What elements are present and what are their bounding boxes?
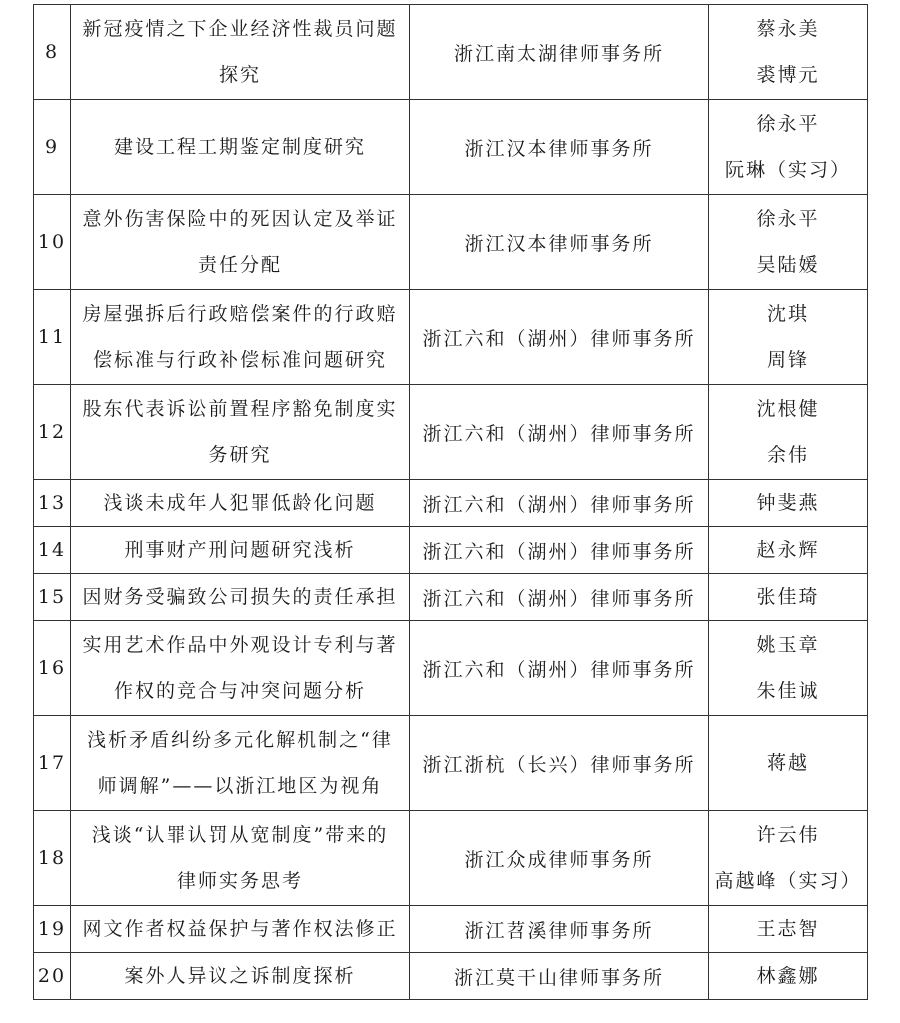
row-number: 10 <box>34 195 71 290</box>
table-row <box>34 480 868 527</box>
authors: 姚玉章 朱佳诚 <box>709 621 868 716</box>
law-firm: 浙江苕溪律师事务所 <box>410 906 709 953</box>
authors: 许云伟 高越峰（实习） <box>709 811 868 906</box>
awards-table <box>33 4 868 1000</box>
law-firm: 浙江六和（湖州）律师事务所 <box>410 621 709 716</box>
authors: 林鑫娜 <box>709 953 868 1000</box>
paper-title: 建设工程工期鉴定制度研究 <box>71 100 410 195</box>
table-row <box>34 385 868 480</box>
row-number: 19 <box>34 906 71 953</box>
table-row <box>34 716 868 811</box>
row-number: 11 <box>34 290 71 385</box>
row-number: 16 <box>34 621 71 716</box>
paper-title: 股东代表诉讼前置程序豁免制度实 务研究 <box>71 385 410 480</box>
law-firm: 浙江六和（湖州）律师事务所 <box>410 385 709 480</box>
law-firm: 浙江众成律师事务所 <box>410 811 709 906</box>
authors: 蒋越 <box>709 716 868 811</box>
law-firm: 浙江六和（湖州）律师事务所 <box>410 480 709 527</box>
table-row <box>34 621 868 716</box>
law-firm: 浙江南太湖律师事务所 <box>410 5 709 100</box>
table-row <box>34 811 868 906</box>
authors: 蔡永美 裘博元 <box>709 5 868 100</box>
row-number: 14 <box>34 527 71 574</box>
paper-title: 意外伤害保险中的死因认定及举证 责任分配 <box>71 195 410 290</box>
table-row <box>34 906 868 953</box>
table-row <box>34 5 868 100</box>
table-row <box>34 195 868 290</box>
law-firm: 浙江汉本律师事务所 <box>410 100 709 195</box>
row-number: 15 <box>34 574 71 621</box>
paper-title: 新冠疫情之下企业经济性裁员问题 探究 <box>71 5 410 100</box>
table-row <box>34 100 868 195</box>
law-firm: 浙江六和（湖州）律师事务所 <box>410 527 709 574</box>
authors: 王志智 <box>709 906 868 953</box>
table-row <box>34 290 868 385</box>
paper-title: 实用艺术作品中外观设计专利与著 作权的竞合与冲突问题分析 <box>71 621 410 716</box>
table-row <box>34 574 868 621</box>
authors: 赵永辉 <box>709 527 868 574</box>
paper-title: 案外人异议之诉制度探析 <box>71 953 410 1000</box>
row-number: 13 <box>34 480 71 527</box>
row-number: 17 <box>34 716 71 811</box>
paper-title: 房屋强拆后行政赔偿案件的行政赔 偿标准与行政补偿标准问题研究 <box>71 290 410 385</box>
authors: 沈根健 余伟 <box>709 385 868 480</box>
authors: 张佳琦 <box>709 574 868 621</box>
law-firm: 浙江浙杭（长兴）律师事务所 <box>410 716 709 811</box>
authors: 徐永平 阮琳（实习） <box>709 100 868 195</box>
table-row <box>34 953 868 1000</box>
law-firm: 浙江六和（湖州）律师事务所 <box>410 290 709 385</box>
authors: 钟斐燕 <box>709 480 868 527</box>
row-number: 9 <box>34 100 71 195</box>
law-firm: 浙江莫干山律师事务所 <box>410 953 709 1000</box>
row-number: 8 <box>34 5 71 100</box>
paper-title: 刑事财产刑问题研究浅析 <box>71 527 410 574</box>
law-firm: 浙江汉本律师事务所 <box>410 195 709 290</box>
awards-table-body <box>34 5 868 1000</box>
row-number: 12 <box>34 385 71 480</box>
paper-title: 因财务受骗致公司损失的责任承担 <box>71 574 410 621</box>
table-row <box>34 527 868 574</box>
paper-title: 网文作者权益保护与著作权法修正 <box>71 906 410 953</box>
paper-title: 浅析矛盾纠纷多元化解机制之“律 师调解”——以浙江地区为视角 <box>71 716 410 811</box>
row-number: 18 <box>34 811 71 906</box>
paper-title: 浅谈未成年人犯罪低龄化问题 <box>71 480 410 527</box>
authors: 沈琪 周锋 <box>709 290 868 385</box>
row-number: 20 <box>34 953 71 1000</box>
authors: 徐永平 吴陆媛 <box>709 195 868 290</box>
law-firm: 浙江六和（湖州）律师事务所 <box>410 574 709 621</box>
paper-title: 浅谈“认罪认罚从宽制度”带来的 律师实务思考 <box>71 811 410 906</box>
